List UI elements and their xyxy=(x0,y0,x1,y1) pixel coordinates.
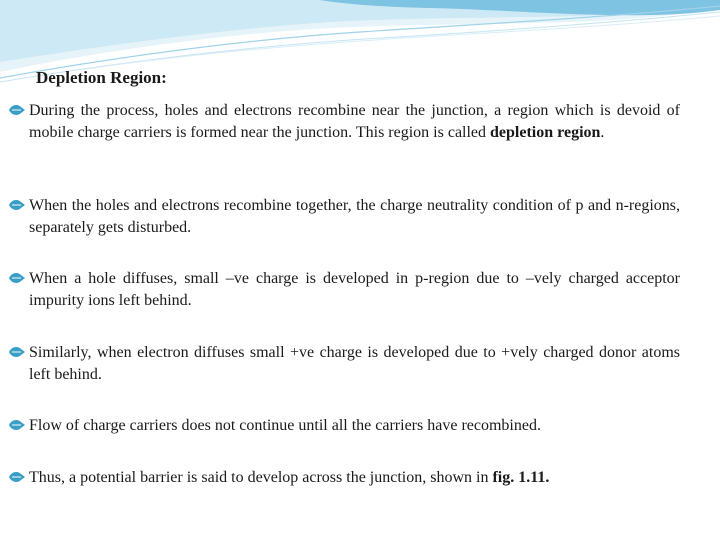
bullet-text: Similarly, when electron diffuses small +ve charge is developed due to +vely charged donor atoms left behind. xyxy=(29,344,680,383)
slide-title: Depletion Region: xyxy=(36,68,167,87)
arrow-leaf-bullet-icon xyxy=(8,345,26,359)
bullet-text xyxy=(29,467,680,489)
arrow-leaf-bullet-icon xyxy=(8,470,26,484)
bullet-text-main: During the process, holes and electrons recombine near the junction, a region which is devoid of mobile charge carriers is formed near the junction. This region is called xyxy=(29,102,680,141)
arrow-leaf-bullet-icon xyxy=(8,271,26,285)
bullet-text: When the holes and electrons recombine together, the charge neutrality condition of p and n-regions, separately gets disturbed. xyxy=(29,197,680,236)
arrow-leaf-bullet-icon xyxy=(8,103,26,117)
bullet-item xyxy=(0,195,680,239)
bullet-text-tail: . xyxy=(600,124,605,141)
arrow-leaf-bullet-icon xyxy=(8,198,26,212)
figure-reference: fig. 1.11. xyxy=(492,469,550,486)
bullet-item xyxy=(0,268,680,312)
bullet-text-main: Thus, a potential barrier is said to develop across the junction, shown in xyxy=(29,469,493,486)
bullet-item xyxy=(0,100,680,144)
bullet-text xyxy=(29,100,680,144)
bullet-item xyxy=(0,342,680,386)
bullet-text: Flow of charge carriers does not continue until all the carriers have recombined. xyxy=(29,417,541,434)
bullet-item xyxy=(0,415,680,437)
bullet-text-emphasis: depletion region xyxy=(490,124,601,141)
arrow-leaf-bullet-icon xyxy=(8,418,26,432)
bullet-text: When a hole diffuses, small –ve charge is developed in p-region due to –vely charged acceptor impurity ions left behind. xyxy=(29,270,680,309)
bullet-item xyxy=(0,467,680,489)
